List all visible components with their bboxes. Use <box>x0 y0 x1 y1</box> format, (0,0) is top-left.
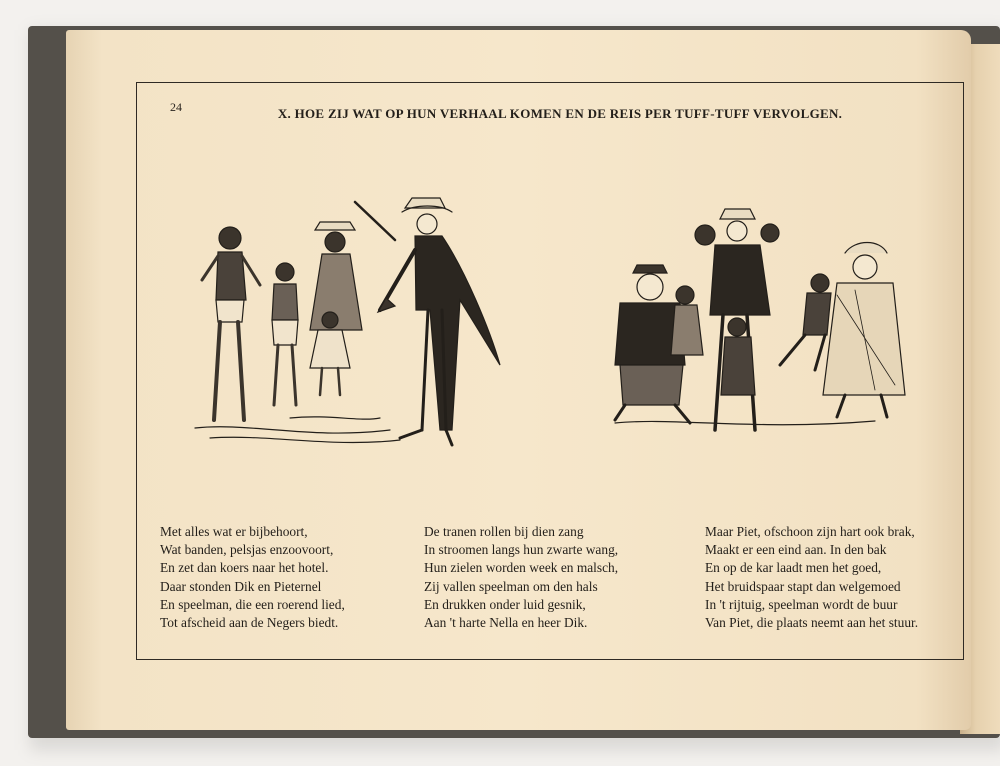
verse-column-1 <box>160 523 345 632</box>
verse-line: En zet dan koers naar het hotel. <box>160 560 329 576</box>
verse-line: Maar Piet, ofschoon zijn hart ook brak, <box>705 524 915 539</box>
verse-line: Hun zielen worden week en malsch, <box>424 560 619 576</box>
verse-line: In 't rijtuig, speelman wordt de buur <box>705 596 898 612</box>
verse-line: De tranen rollen bij dien zang <box>424 524 584 539</box>
verse-line: En speelman, die een roerend lied, <box>160 596 345 612</box>
verse-column-2 <box>424 523 618 632</box>
verse-line: Zij vallen speelman om den hals <box>424 578 598 594</box>
verse-line: Het bruidspaar stapt dan welgemoed <box>705 578 901 594</box>
illustration-embracing-group <box>575 195 920 455</box>
verse-line: En drukken onder luid gesnik, <box>424 596 586 612</box>
verse-line: Wat banden, pelsjas enzoovoort, <box>160 542 334 558</box>
verse-column-3 <box>705 523 918 632</box>
verse-line: Tot afscheid aan de Negers biedt. <box>160 615 339 631</box>
verse-line: Daar stonden Dik en Pieternel <box>160 578 322 594</box>
verse-line: Met alles wat er bijbehoort, <box>160 524 308 539</box>
verse-line: Van Piet, die plaats neemt aan het stuur. <box>705 615 919 631</box>
page-number: 24 <box>170 100 182 114</box>
verse-line: Aan 't harte Nella en heer Dik. <box>424 615 588 631</box>
verse-line: En op de kar laadt men het goed, <box>705 560 882 576</box>
chapter-title: X. HOE ZIJ WAT OP HUN VERHAAL KOMEN EN DE REIS PER TUFF-TUFF VERVOLGEN. <box>277 106 843 121</box>
verse-line: Maakt er een eind aan. In den bak <box>705 542 887 558</box>
verse-line: In stroomen langs hun zwarte wang, <box>424 542 619 558</box>
illustration-violinist-farewell <box>190 190 520 460</box>
